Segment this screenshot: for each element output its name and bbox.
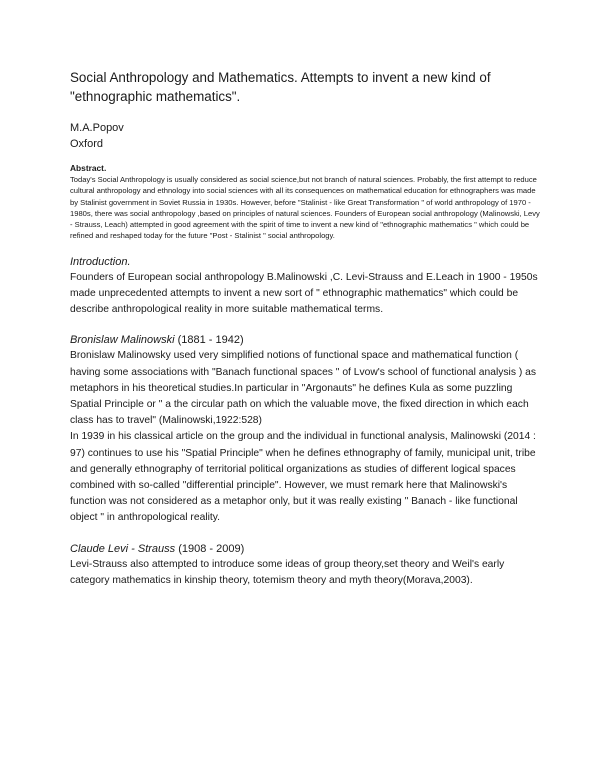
malinowski-paragraph-2: In 1939 in his classical article on the group and the individual in functional analysis, Malinowski (2014 : 97) continues to use his "Spatial Principle" when he defines ethnography of family, municipal unit, tribe and generally ethnography of territorial political organizations as studies of different logical spaces combined with so-called "differential principle". However, we must remark here that Malinowski's function was not considered as a metaphor only, but it was really existing " Banach - like functional object " in anthropological reality. [70,431,536,524]
levi-strauss-heading [70,542,540,557]
levi-strauss-dates: (1908 - 2009) [175,542,245,555]
malinowski-dates: (1881 - 1942) [174,334,244,347]
introduction-section [70,255,540,319]
author-affiliation: Oxford [70,138,104,150]
abstract-section [70,163,540,242]
abstract-body: Today's Social Anthropology is usually considered as social science,but not branch of natural sciences. Probably, the first attempt to reduce cultural anthropology and ethnology into social sciences with all its consequences on mathematical education for ethnographers was made by Stalinist government in Soviet Russia in 1930s. However, before "Stalinist - like Great Transformation " of world anthropology of 1970 - 1980s, there was social anthropology ,based on principles of natural sciences. Founders of European social anthropology (Malinowski, Levy - Strauss, Leach) attempted in good agreement with the spirit of time to invent a new kind of "ethnographic mathematics " which could be refined and reshaped today for the future "Post - Stalinist " social anthropology. [70,175,540,241]
malinowski-heading [70,333,540,348]
paper-title: Social Anthropology and Mathematics. Attempts to invent a new kind of "ethnographic mathematics". [70,70,491,104]
author-block [70,120,540,152]
malinowski-paragraph-1: Bronislaw Malinowsky used very simplified notions of functional space and mathematical function ( having some associations with "Banach functional spaces " of Lvow's school of functional analysis ) as metaphors in his theoretical studies.In particular in "Argonauts" he defines Kula as some puzzling Spatial Principle or " a the circular path on which the valuable move, the fixed direction in which each class has to travel" (Malinowski,1922:528) [70,350,537,427]
abstract-heading: Abstract. [70,163,107,173]
malinowski-name: Bronislaw Malinowski [70,334,175,347]
levi-strauss-name: Claude Levi - Strauss [70,542,176,555]
levi-strauss-body: Levi-Strauss also attempted to introduce some ideas of group theory,set theory and Weil's early category mathematics in kinship theory, totemism theory and myth theory(Morava,2003). [70,558,505,586]
levi-strauss-section [70,542,540,589]
author-name: M.A.Popov [70,122,124,134]
document-page [70,68,540,589]
introduction-body: Founders of European social anthropology B.Malinowski ,C. Levi-Strauss and E.Leach in 1900 - 1950s made unprecedented attempts to invent a new sort of " ethnographic mathematics" which could be describe anthropological reality in more suitable mathematical terms. [70,271,538,316]
introduction-heading: Introduction. [70,255,131,268]
malinowski-section [70,333,540,526]
